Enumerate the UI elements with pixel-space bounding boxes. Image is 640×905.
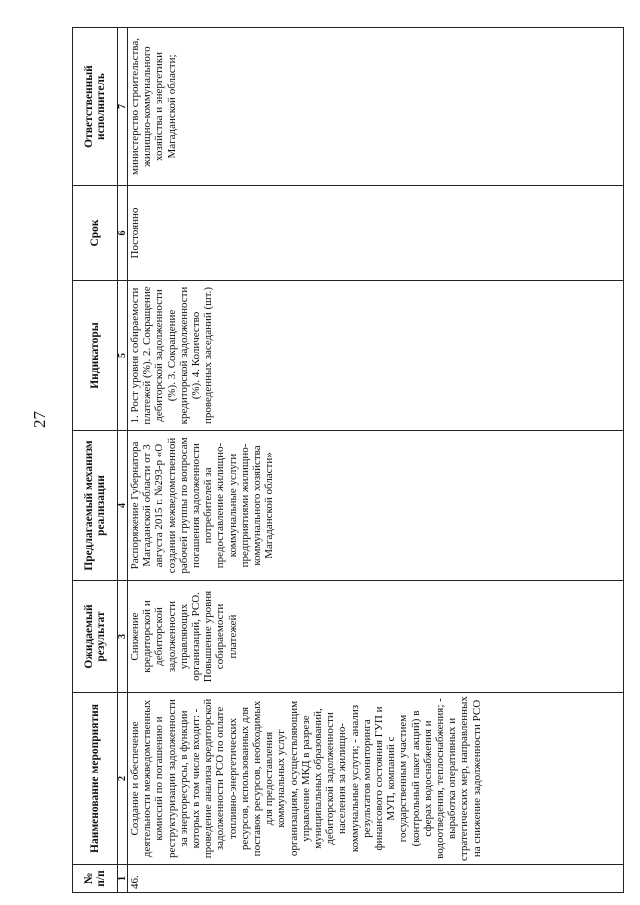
header-name: Наименование мероприятия: [73, 693, 118, 865]
table-row: [128, 28, 624, 893]
header-result: Ожидаемый результат: [73, 581, 118, 693]
indicators: 1. Рост уровня собираемости платежей (%). 2. Сокращение дебиторской задолженности (%). 3. Сокращение кредиторской задолженности (%). 4. Количество проведенных заседаний (шт.): [128, 281, 624, 431]
measure-name: Создание и обеспечение деятельности межведомственных комиссий по погашению и реструктуризации задолженности за энергоресурсы, в функции которых в том числе входит: - проведение анализа кредиторской задолженности РСО по оплате топливно-энергетических ресурсов, использованных для поставок ресурсов, необходимых для предоставления коммунальных услуг организациям, осуществляющим управление МКД в разрезе муниципальных образований, дебиторской задолженности населения за жилищно-коммунальные услуги; - анализ результатов мониторинга финансового состояния ГУП и МУП, компаний с государственным участием (контрольный пакет акций) в сферах водоснабжения и водоотведения, теплоснабжения; - выработка оперативных и стратегических мер, направленных на снижение задолженности РСО: [128, 693, 624, 865]
column-number: 7: [118, 28, 128, 186]
column-number: 4: [118, 431, 128, 581]
row-number: 46.: [128, 865, 624, 893]
header-responsible: Ответственный исполнитель: [73, 28, 118, 186]
mechanism: Распоряжение Губернатора Магаданской области от 3 августа 2015 г. №293-р «О создании межведомственной рабочей группы по вопросам погашения задолженности потребителей за предоставление жилищно-коммунальные услуги предприятиями жилищно-коммунального хозяйства Магаданской области»: [128, 431, 624, 581]
rotated-table-container: [72, 28, 624, 893]
responsible: министерство строительства, жилищно-коммунального хозяйства и энергетики Магаданской области;: [128, 28, 624, 186]
header-mechanism: Предлагаемый механизм реализации: [73, 431, 118, 581]
expected-result: Снижение кредиторской и дебиторской задолженности управляющих организаций, РСО. Повышение уровня собираемости платежей: [128, 581, 624, 693]
page-number: 27: [30, 411, 49, 428]
column-number: 1: [118, 865, 128, 893]
measures-table: [72, 27, 624, 893]
column-number: 2: [118, 693, 128, 865]
header-num: № п/п: [73, 865, 118, 893]
column-number-row: [118, 28, 128, 893]
header-row: [73, 28, 118, 893]
column-number: 3: [118, 581, 128, 693]
column-number: 5: [118, 281, 128, 431]
deadline: Постоянно: [128, 186, 624, 281]
header-indicators: Индикаторы: [73, 281, 118, 431]
column-number: 6: [118, 186, 128, 281]
header-deadline: Срок: [73, 186, 118, 281]
